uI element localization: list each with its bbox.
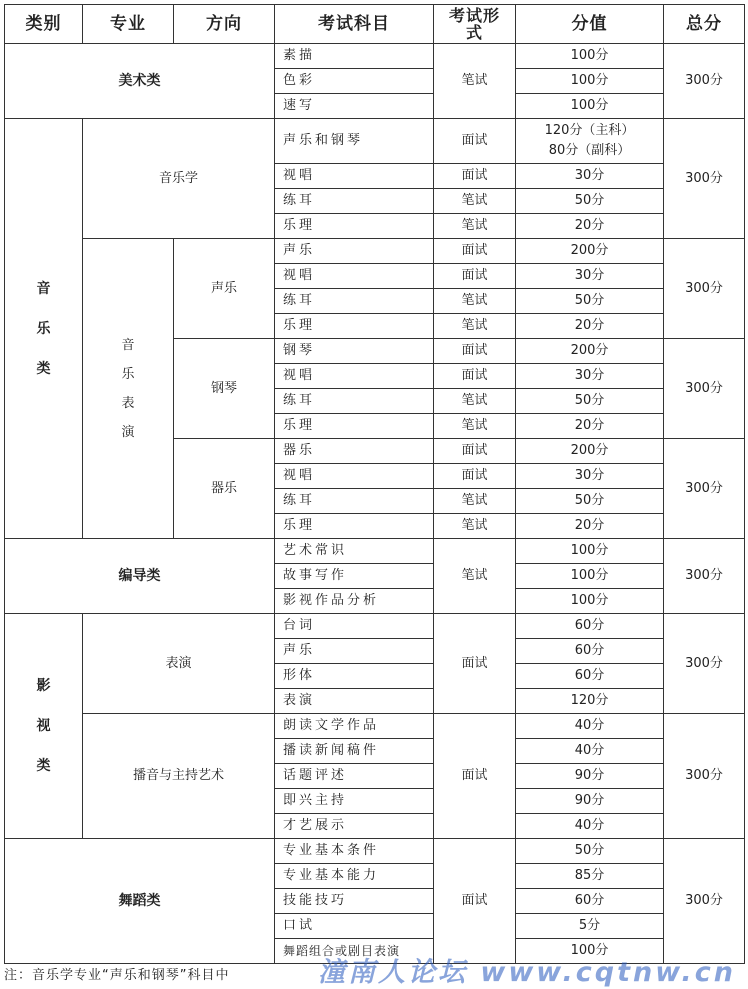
score-cell: 100分 (516, 69, 664, 94)
score-cell: 20分 (516, 314, 664, 339)
subject-cell: 台词 (275, 614, 434, 639)
vertical-char: 类 (36, 758, 51, 774)
subject-cell: 色彩 (275, 69, 434, 94)
art-category: 美术类 (5, 44, 275, 119)
subject-cell: 声乐 (275, 639, 434, 664)
subject-cell: 朗读文学作品 (275, 714, 434, 739)
score-cell: 40分 (516, 714, 664, 739)
form-cell: 面试 (434, 119, 516, 164)
subject-cell: 播读新闻稿件 (275, 739, 434, 764)
acting-major: 表演 (83, 614, 275, 714)
score-cell: 200分 (516, 439, 664, 464)
score-cell: 100分 (516, 589, 664, 614)
score-cell (516, 119, 664, 164)
table-row (5, 839, 745, 864)
score-cell: 100分 (516, 939, 664, 964)
score-cell: 85分 (516, 864, 664, 889)
vertical-char: 音 (121, 337, 135, 353)
vertical-char: 乐 (121, 366, 135, 382)
form-cell: 笔试 (434, 389, 516, 414)
direction-cell: 声乐 (174, 239, 275, 339)
score-cell: 50分 (516, 489, 664, 514)
score-cell: 100分 (516, 564, 664, 589)
form-cell: 笔试 (434, 44, 516, 119)
subject-cell: 话题评述 (275, 764, 434, 789)
score-cell: 100分 (516, 44, 664, 69)
score-cell: 20分 (516, 514, 664, 539)
form-cell: 笔试 (434, 514, 516, 539)
watermark: 潼南人论坛 www.cqtnw.cn (318, 957, 736, 988)
score-cell: 90分 (516, 764, 664, 789)
score-cell: 30分 (516, 464, 664, 489)
table-row (5, 119, 745, 164)
vertical-char: 乐 (36, 320, 51, 337)
subject-cell: 视唱 (275, 164, 434, 189)
header-form-line: 考试形 (448, 6, 500, 25)
musicology-major: 音乐学 (83, 119, 275, 239)
exam-subjects-table (4, 4, 745, 964)
subject-cell: 声乐 (275, 239, 434, 264)
header-total: 总分 (664, 5, 745, 44)
table-row (5, 714, 745, 739)
score-cell: 20分 (516, 414, 664, 439)
subject-cell: 视唱 (275, 464, 434, 489)
broadcast-major: 播音与主持艺术 (83, 714, 275, 839)
form-cell: 笔试 (434, 314, 516, 339)
score-cell: 30分 (516, 164, 664, 189)
total-cell: 300分 (664, 839, 745, 964)
header-form-line: 式 (465, 23, 483, 42)
score-cell: 100分 (516, 94, 664, 119)
performance-major (83, 239, 174, 539)
subject-cell: 乐理 (275, 314, 434, 339)
score-cell: 200分 (516, 339, 664, 364)
total-cell: 300分 (664, 339, 745, 439)
form-cell: 笔试 (434, 214, 516, 239)
subject-cell: 才艺展示 (275, 814, 434, 839)
score-cell: 60分 (516, 664, 664, 689)
subject-cell: 乐理 (275, 514, 434, 539)
score-line: 80分（副科） (548, 143, 631, 158)
header-major: 专业 (83, 5, 174, 44)
total-cell: 300分 (664, 439, 745, 539)
score-cell: 50分 (516, 289, 664, 314)
subject-cell: 乐理 (275, 414, 434, 439)
form-cell: 面试 (434, 364, 516, 389)
subject-cell: 视唱 (275, 264, 434, 289)
subject-cell: 口试 (275, 914, 434, 939)
subject-cell: 乐理 (275, 214, 434, 239)
subject-cell: 专业基本条件 (275, 839, 434, 864)
subject-cell: 舞蹈组合或剧目表演 (275, 939, 434, 964)
form-cell: 面试 (434, 839, 516, 964)
vertical-char: 演 (121, 424, 135, 440)
score-cell: 100分 (516, 539, 664, 564)
form-cell: 面试 (434, 439, 516, 464)
table-row (5, 44, 745, 69)
direction-cell: 器乐 (174, 439, 275, 539)
form-cell: 面试 (434, 614, 516, 714)
score-cell: 50分 (516, 389, 664, 414)
subject-cell: 影视作品分析 (275, 589, 434, 614)
vertical-char: 影 (36, 678, 51, 694)
vertical-char: 类 (36, 360, 51, 377)
subject-cell: 练耳 (275, 389, 434, 414)
subject-cell: 声乐和钢琴 (275, 119, 434, 164)
form-cell: 笔试 (434, 539, 516, 614)
form-cell: 面试 (434, 339, 516, 364)
score-cell: 50分 (516, 189, 664, 214)
film-category (5, 614, 83, 839)
score-cell: 90分 (516, 789, 664, 814)
subject-cell: 技能技巧 (275, 889, 434, 914)
subject-cell: 器乐 (275, 439, 434, 464)
subject-cell: 形体 (275, 664, 434, 689)
subject-cell: 艺术常识 (275, 539, 434, 564)
vertical-char: 视 (36, 718, 51, 734)
score-cell: 30分 (516, 364, 664, 389)
subject-cell: 即兴主持 (275, 789, 434, 814)
score-cell: 60分 (516, 639, 664, 664)
header-score: 分值 (516, 5, 664, 44)
subject-cell: 速写 (275, 94, 434, 119)
form-cell: 面试 (434, 264, 516, 289)
subject-cell: 练耳 (275, 289, 434, 314)
header-row (5, 5, 745, 44)
form-cell: 面试 (434, 164, 516, 189)
table-row (5, 239, 745, 264)
form-cell: 笔试 (434, 414, 516, 439)
subject-cell: 钢琴 (275, 339, 434, 364)
score-cell: 200分 (516, 239, 664, 264)
header-direction: 方向 (174, 5, 275, 44)
subject-cell: 专业基本能力 (275, 864, 434, 889)
score-cell: 60分 (516, 614, 664, 639)
header-form (434, 5, 516, 44)
subject-cell: 故事写作 (275, 564, 434, 589)
directing-category: 编导类 (5, 539, 275, 614)
total-cell: 300分 (664, 539, 745, 614)
total-cell: 300分 (664, 714, 745, 839)
score-line: 120分（主科） (544, 123, 635, 138)
total-cell: 300分 (664, 239, 745, 339)
subject-cell: 表演 (275, 689, 434, 714)
table-row (5, 614, 745, 639)
header-category: 类别 (5, 5, 83, 44)
vertical-char: 表 (121, 395, 135, 411)
score-cell: 50分 (516, 839, 664, 864)
table-row (5, 539, 745, 564)
form-cell: 笔试 (434, 289, 516, 314)
direction-cell: 钢琴 (174, 339, 275, 439)
header-subject: 考试科目 (275, 5, 434, 44)
total-cell: 300分 (664, 119, 745, 239)
score-cell: 40分 (516, 814, 664, 839)
form-cell: 笔试 (434, 189, 516, 214)
score-cell: 30分 (516, 264, 664, 289)
form-cell: 面试 (434, 714, 516, 839)
subject-cell: 练耳 (275, 489, 434, 514)
total-cell: 300分 (664, 614, 745, 714)
form-cell: 面试 (434, 464, 516, 489)
subject-cell: 素描 (275, 44, 434, 69)
footnote: 注：音乐学专业“声乐和钢琴”科目中 (4, 968, 230, 983)
form-cell: 笔试 (434, 489, 516, 514)
score-cell: 40分 (516, 739, 664, 764)
total-cell: 300分 (664, 44, 745, 119)
subject-cell: 视唱 (275, 364, 434, 389)
score-cell: 20分 (516, 214, 664, 239)
score-cell: 5分 (516, 914, 664, 939)
vertical-char: 音 (36, 280, 51, 297)
music-category (5, 119, 83, 539)
score-cell: 120分 (516, 689, 664, 714)
subject-cell: 练耳 (275, 189, 434, 214)
dance-category: 舞蹈类 (5, 839, 275, 964)
score-cell: 60分 (516, 889, 664, 914)
form-cell: 面试 (434, 239, 516, 264)
